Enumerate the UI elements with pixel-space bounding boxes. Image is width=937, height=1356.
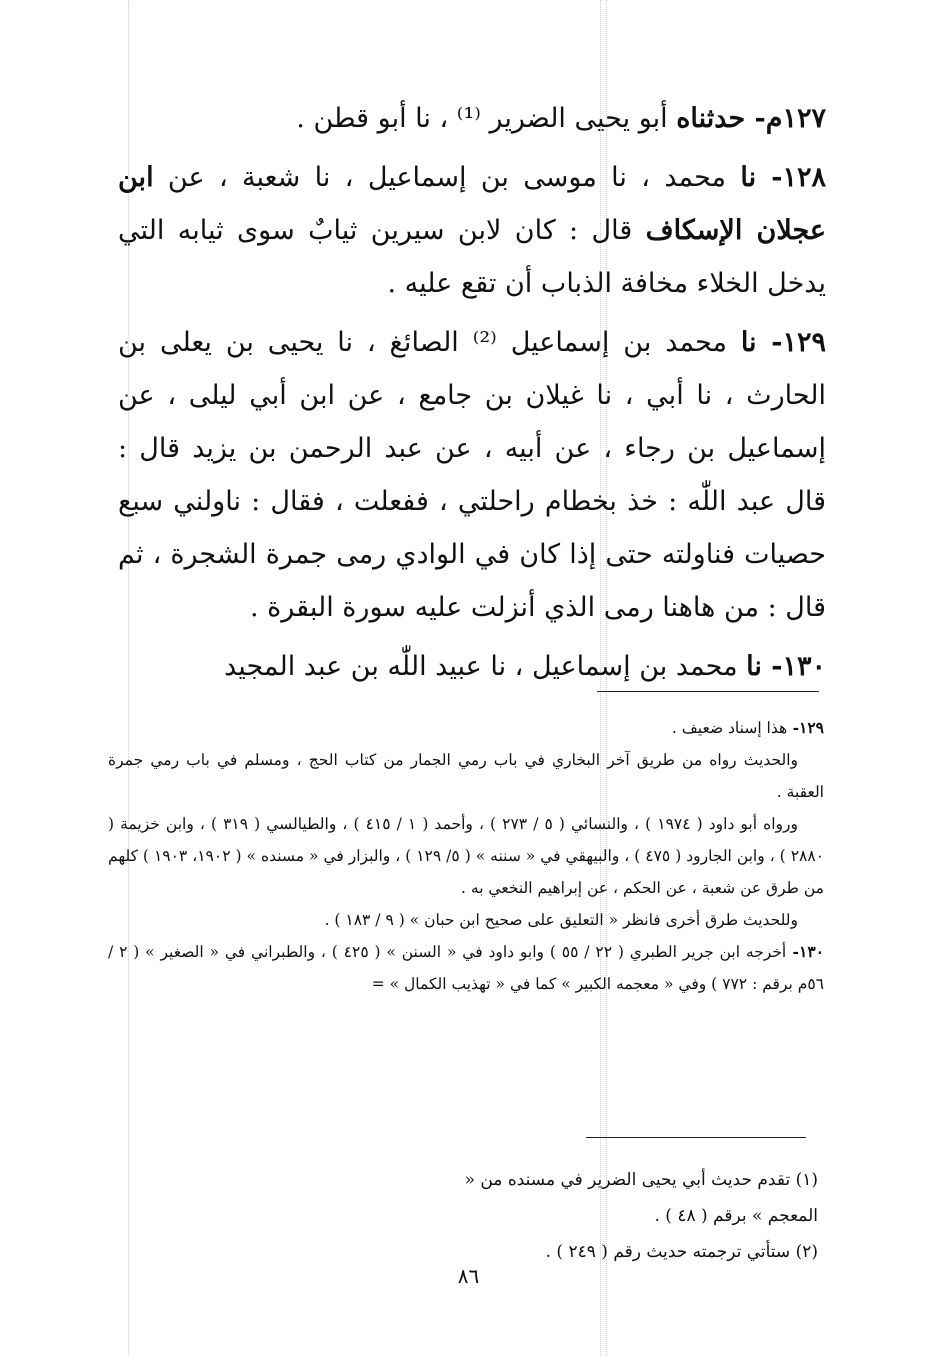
note-129-line xyxy=(108,712,824,744)
hadith-number: ١٢٨- xyxy=(756,162,827,193)
main-text xyxy=(118,92,826,699)
footnotes xyxy=(420,1162,818,1270)
note-text: أخرجه ابن جرير الطبري ( ٢٢ / ٥٥ ) وابو داود في « السنن » ( ٤٢٥ ) ، والطبراني في « الصغير » ( ٢ / ٥٦م برقم : ٧٧٢ ) وفي « معجمه الكبير » كما في « تهذيب الكمال » = xyxy=(108,943,824,993)
hadith-lead: نا xyxy=(740,162,757,193)
note-text: هذا إسناد ضعيف . xyxy=(671,719,788,737)
hadith-lead: نا xyxy=(746,651,762,682)
hadith-text: قال : كان لابن سيرين ثيابٌ سوى ثيابه التي يدخل الخلاء مخافة الذباب أن تقع عليه . xyxy=(118,215,826,299)
hadith-number: ١٣٠- xyxy=(761,651,826,682)
hadith-number: ١٢٩- xyxy=(756,327,826,358)
hadith-text: محمد بن إسماعيل ، نا عبيد اللّٰه بن عبد المجيد xyxy=(224,651,747,682)
note-paragraph: ورواه أبو داود ( ١٩٧٤ ) ، والنسائي ( ٥ / ٢٧٣ ) ، وأحمد ( ١ / ٤١٥ ) ، والطيالسي ( ٣١٩ ) ، وابن خزيمة ( ٢٨٨٠ ) ، وابن الجارود ( ٤٧٥ ) ، والبيهقي في « سننه » ( ٥/ ١٢٩ ) ، والبزار في « مسنده » ( ١٩٠٢، ١٩٠٣ ) كلهم من طرق عن شعبة ، عن الحكم ، عن إبراهيم النخعي به . xyxy=(108,815,824,897)
note-number: ١٢٩- xyxy=(787,718,824,737)
hadith-127 xyxy=(118,92,826,145)
footnote-separator xyxy=(586,1137,806,1138)
separator-line xyxy=(597,691,819,692)
hadith-129 xyxy=(118,316,826,634)
commentary-notes xyxy=(108,712,824,1000)
hadith-text: محمد بن إسماعيل ⁽²⁾ الصائغ ، نا يحيى بن يعلى بن الحارث ، نا أبي ، نا غيلان بن جامع ، عن ابن أبي ليلى ، عن إسماعيل بن رجاء ، عن أبيه ، عن عبد الرحمن بن يزيد قال : قال عبد اللّٰه : خذ بخطام راحلتي ، ففعلت ، فقال : ناولني سبع حصيات فناولته حتى إذا كان في الوادي رمى جمرة الشجرة ، ثم قال : من هاهنا رمى الذي أنزلت عليه سورة البقرة . xyxy=(118,327,826,623)
narrator-name: ابن عجلان الإسكاف xyxy=(118,162,826,246)
note-130-line xyxy=(108,936,824,1000)
hadith-lead: نا xyxy=(740,327,757,358)
page-number: ٨٦ xyxy=(457,1264,480,1288)
footnote-1: (١) تقدم حديث أبي يحيى الضرير في مسنده من « المعجم » برقم ( ٤٨ ) . xyxy=(464,1170,818,1226)
hadith-number: ١٢٧م- xyxy=(745,103,826,134)
hadith-130 xyxy=(118,640,826,693)
note-number: ١٣٠- xyxy=(786,942,824,961)
hadith-text: أبو يحيى الضرير ⁽¹⁾ ، نا أبو قطن . xyxy=(296,103,677,134)
note-paragraph: والحديث رواه من طريق آخر البخاري في باب رمي الجمار من كتاب الحج ، ومسلم في باب رمي جمرة العقبة . xyxy=(108,751,824,801)
footnote-2: (٢) ستأتي ترجمته حديث رقم ( ٢٤٩ ) . xyxy=(545,1242,818,1262)
hadith-text: محمد ، نا موسى بن إسماعيل ، نا شعبة ، عن xyxy=(153,162,741,193)
hadith-lead: حدثناه xyxy=(676,103,746,134)
hadith-128 xyxy=(118,151,826,310)
note-paragraph: وللحديث طرق أخرى فانظر « التعليق على صحيح ابن حبان » ( ٩ / ١٨٣ ) . xyxy=(324,911,798,929)
